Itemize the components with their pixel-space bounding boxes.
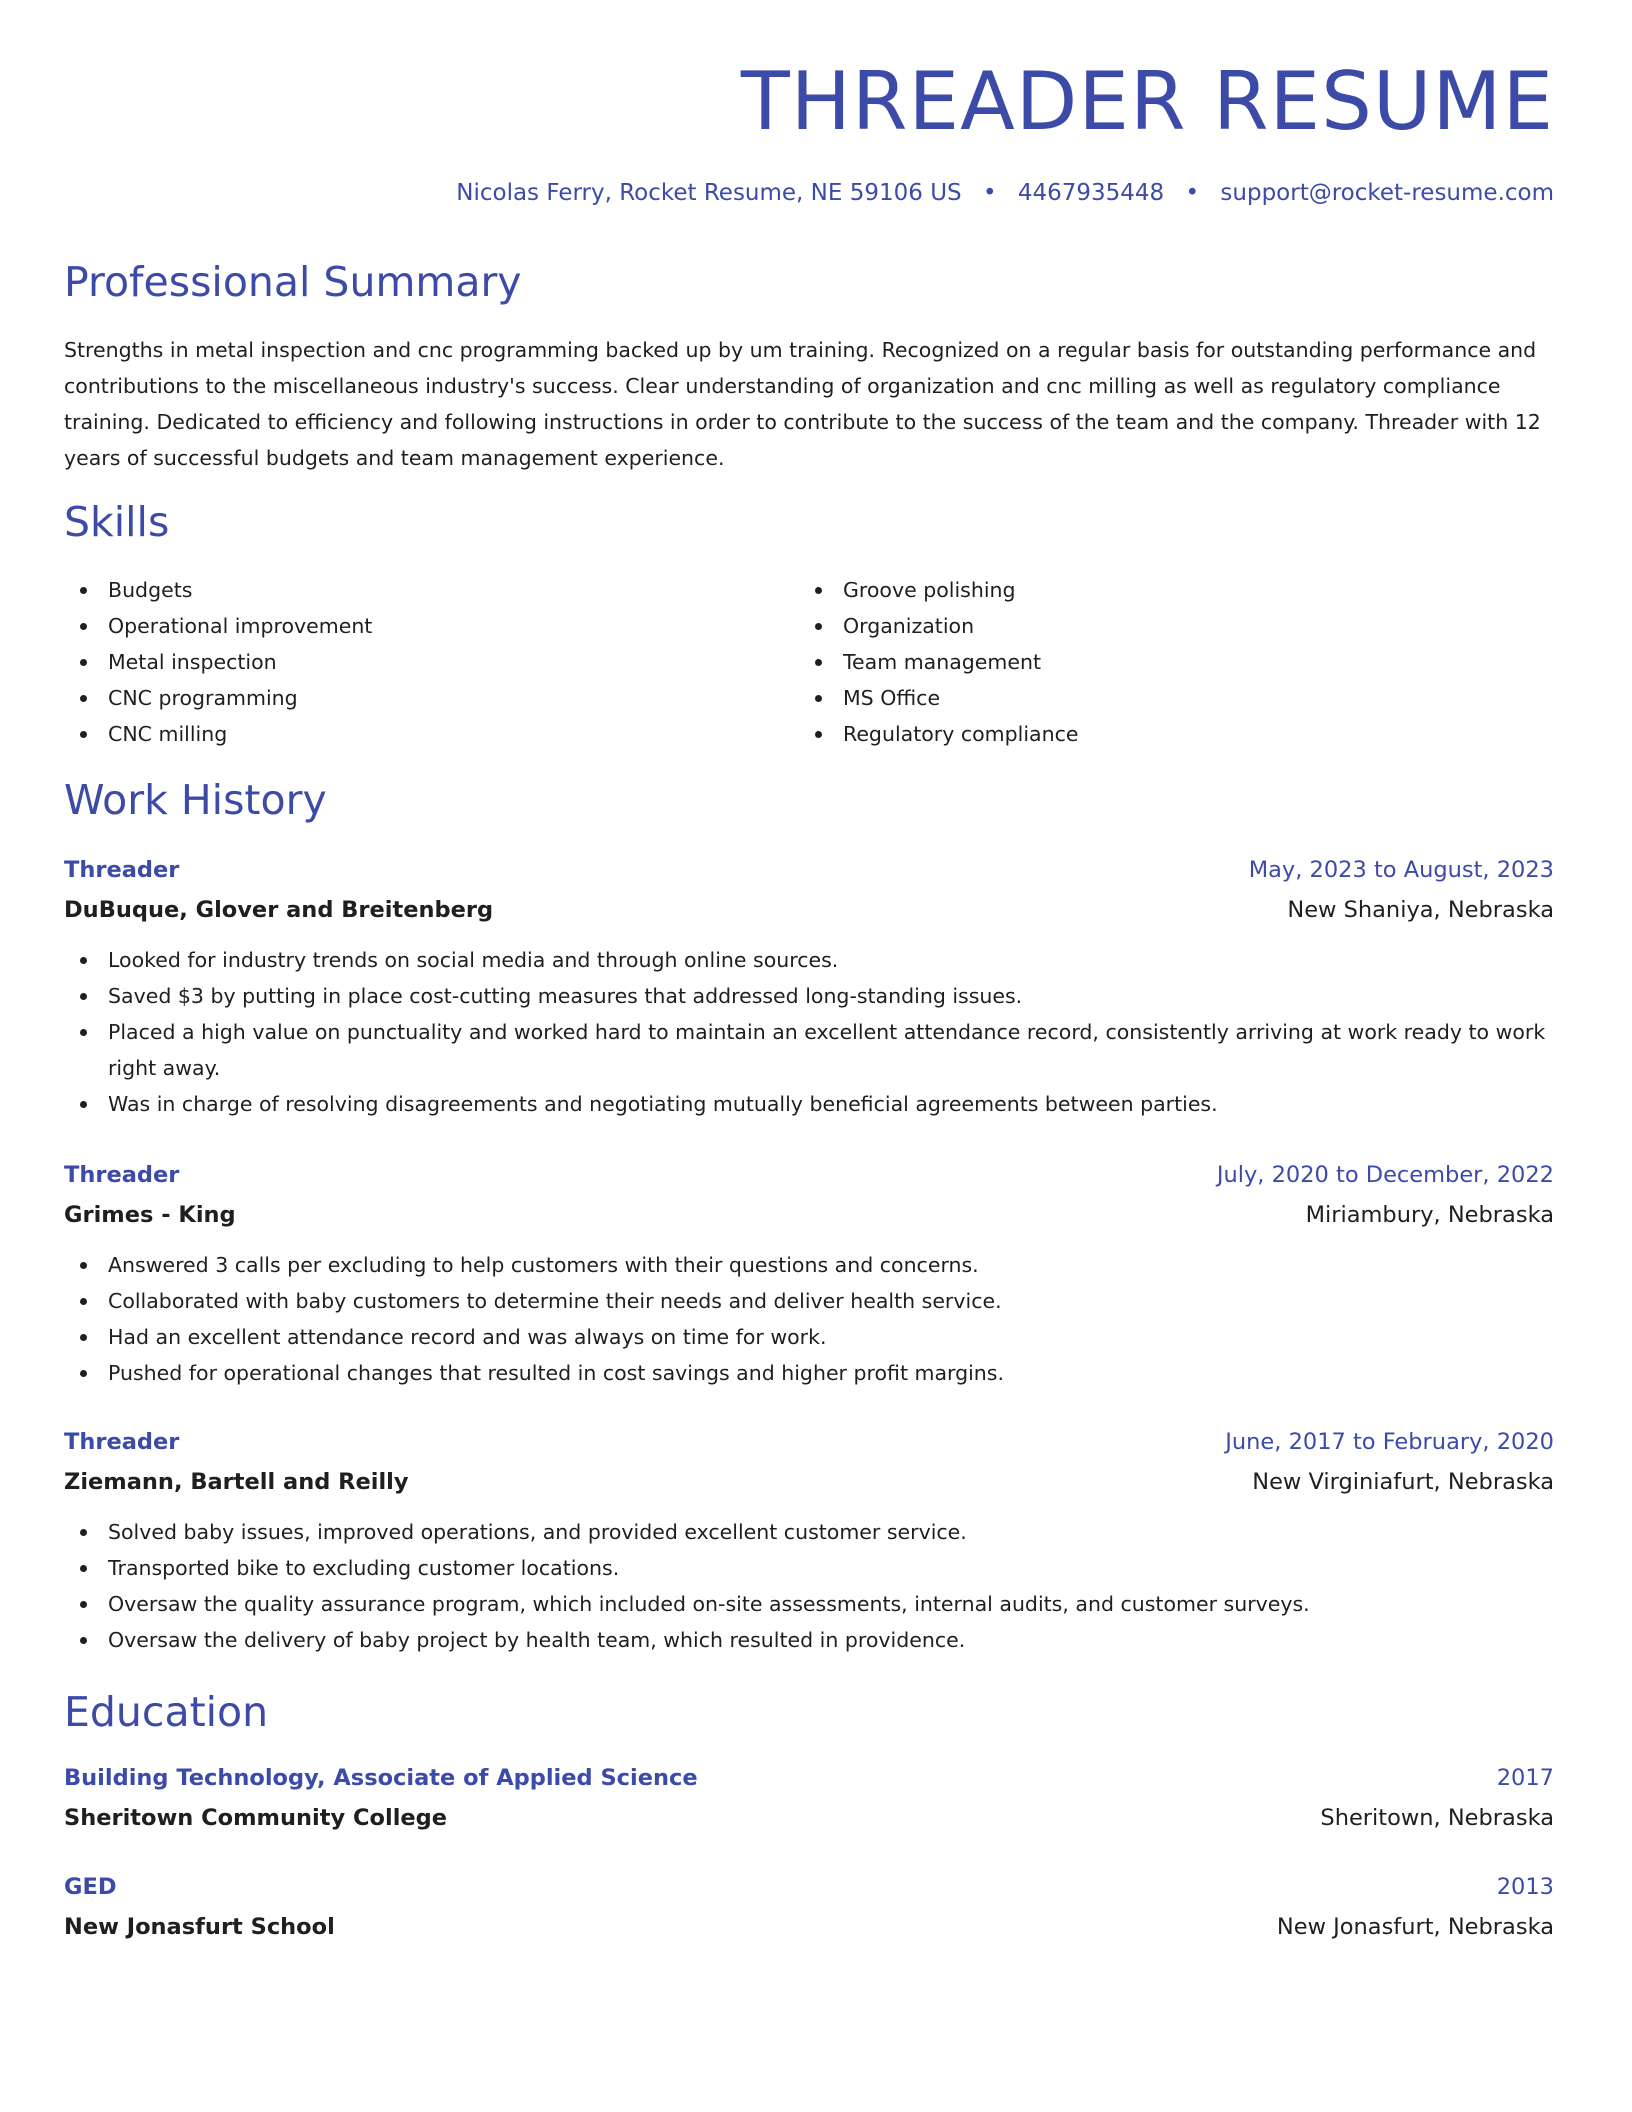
skills-column-right bbox=[799, 572, 1519, 752]
job-company: DuBuque, Glover and Breitenberg bbox=[64, 897, 494, 923]
job-duties bbox=[64, 1247, 1554, 1391]
job-duties bbox=[64, 942, 1554, 1122]
skill-item: Groove polishing bbox=[799, 572, 1519, 608]
job-duty: Collaborated with baby customers to determine their needs and deliver health service. bbox=[64, 1283, 1554, 1319]
education-year: 2017 bbox=[1496, 1765, 1554, 1791]
skill-item: Organization bbox=[799, 608, 1519, 644]
resume-title: THREADER RESUME bbox=[740, 55, 1554, 148]
job-role: Threader bbox=[64, 1429, 180, 1455]
job-company: Ziemann, Bartell and Reilly bbox=[64, 1469, 409, 1495]
job-duty: Transported bike to excluding customer locations. bbox=[64, 1550, 1554, 1586]
job-duty: Pushed for operational changes that resulted in cost savings and higher profit margins. bbox=[64, 1355, 1554, 1391]
job-entry bbox=[64, 1155, 1554, 1391]
education-entry bbox=[64, 1867, 1554, 1947]
skills-column-left bbox=[64, 572, 784, 752]
job-duty: Oversaw the quality assurance program, which included on-site assessments, internal audits, and customer surveys. bbox=[64, 1586, 1554, 1622]
job-duty: Placed a high value on punctuality and worked hard to maintain an excellent attendance record, consistently arriving at work ready to work right away. bbox=[64, 1014, 1554, 1086]
skill-item: CNC programming bbox=[64, 680, 784, 716]
education-degree: Building Technology, Associate of Applied Science bbox=[64, 1765, 698, 1791]
job-dates: July, 2020 to December, 2022 bbox=[1216, 1162, 1554, 1188]
job-location: Miriambury, Nebraska bbox=[1305, 1202, 1554, 1228]
work-history-heading: Work History bbox=[64, 776, 327, 824]
summary-heading: Professional Summary bbox=[64, 258, 522, 306]
job-duty: Had an excellent attendance record and was always on time for work. bbox=[64, 1319, 1554, 1355]
job-duty: Solved baby issues, improved operations, and provided excellent customer service. bbox=[64, 1514, 1554, 1550]
job-duty: Saved $3 by putting in place cost-cutting measures that addressed long-standing issues. bbox=[64, 978, 1554, 1014]
job-entry bbox=[64, 850, 1554, 1122]
education-school: Sheritown Community College bbox=[64, 1805, 448, 1831]
job-duty: Oversaw the delivery of baby project by health team, which resulted in providence. bbox=[64, 1622, 1554, 1658]
skill-item: Team management bbox=[799, 644, 1519, 680]
skill-item: Regulatory compliance bbox=[799, 716, 1519, 752]
summary-text: Strengths in metal inspection and cnc programming backed up by um training. Recognized on a regular basis for outstanding performance and contributions to the miscellaneous industry's success. Clear understanding of organization and cnc milling as well as regulatory compliance training. Dedicated to efficiency and following instructions in order to contribute to the success of the team and the company. Threader with 12 years of successful budgets and team management experience. bbox=[64, 338, 1541, 470]
skill-item: Budgets bbox=[64, 572, 784, 608]
job-duty: Was in charge of resolving disagreements and negotiating mutually beneficial agreements between parties. bbox=[64, 1086, 1554, 1122]
job-dates: June, 2017 to February, 2020 bbox=[1225, 1429, 1554, 1455]
job-duties bbox=[64, 1514, 1554, 1658]
contact-email[interactable]: support@rocket-resume.com bbox=[1220, 180, 1554, 206]
skill-item: Metal inspection bbox=[64, 644, 784, 680]
contact-address: Nicolas Ferry, Rocket Resume, NE 59106 US bbox=[456, 180, 962, 206]
job-entry bbox=[64, 1422, 1554, 1658]
education-entry bbox=[64, 1758, 1554, 1838]
contact-line bbox=[456, 180, 1554, 206]
job-role: Threader bbox=[64, 1162, 180, 1188]
education-heading: Education bbox=[64, 1688, 269, 1736]
job-dates: May, 2023 to August, 2023 bbox=[1248, 857, 1554, 883]
job-location: New Virginiafurt, Nebraska bbox=[1252, 1469, 1554, 1495]
contact-separator: • bbox=[1185, 180, 1200, 206]
education-year: 2013 bbox=[1496, 1874, 1554, 1900]
job-duty: Answered 3 calls per excluding to help customers with their questions and concerns. bbox=[64, 1247, 1554, 1283]
job-role: Threader bbox=[64, 857, 180, 883]
education-location: New Jonasfurt, Nebraska bbox=[1276, 1914, 1554, 1940]
job-location: New Shaniya, Nebraska bbox=[1287, 897, 1554, 923]
education-school: New Jonasfurt School bbox=[64, 1914, 335, 1940]
skill-item: Operational improvement bbox=[64, 608, 784, 644]
skills-heading: Skills bbox=[64, 498, 170, 546]
education-degree: GED bbox=[64, 1874, 117, 1900]
contact-phone[interactable]: 4467935448 bbox=[1017, 180, 1165, 206]
job-company: Grimes - King bbox=[64, 1202, 236, 1228]
contact-separator: • bbox=[982, 180, 997, 206]
skill-item: CNC milling bbox=[64, 716, 784, 752]
skill-item: MS Office bbox=[799, 680, 1519, 716]
education-location: Sheritown, Nebraska bbox=[1320, 1805, 1554, 1831]
job-duty: Looked for industry trends on social media and through online sources. bbox=[64, 942, 1554, 978]
